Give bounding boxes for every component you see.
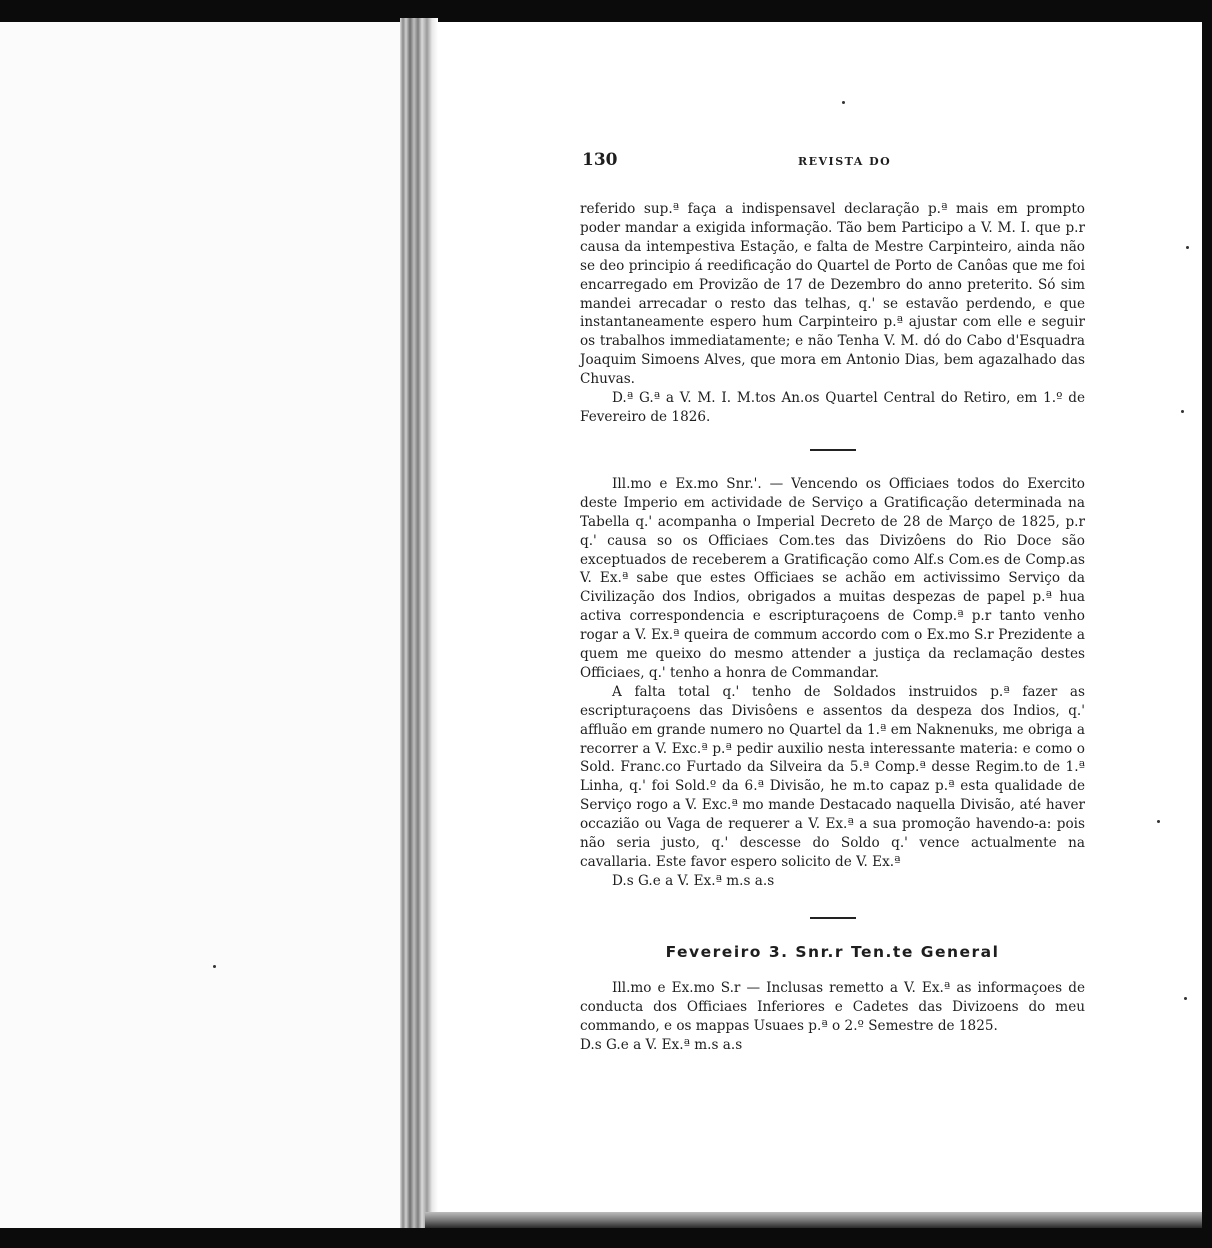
scan-border-bottom xyxy=(0,1228,1212,1248)
scan-speck xyxy=(1184,997,1187,1000)
book-gutter xyxy=(400,18,438,1230)
scan-speck xyxy=(842,101,845,104)
paragraph-letter2-closing: D.s G.e a V. Ex.ª m.s a.s xyxy=(612,872,775,889)
paragraph-letter2-request: A falta total q.' tenho de Soldados instruidos p.ª fazer as escripturaçoens das Divisôens e assentos da despeza dos Indios, q.' affluão em grande numero no Quartel da 1.ª em Naknenuks, me obriga a recorrer a V. Exc.ª p.ª pedir auxilio nesta interessante materia: e como o Sold. Franc.co Furtado da Silveira da 5.ª Comp.ª desse Regim.to de 1.ª Linha, q.' foi Sold.º da 6.ª Divisão, he m.to capaz p.ª esta qualidade de Serviço rogo a V. Exc.ª mo mande Destacado naquella Divisão, até haver occazião ou Vaga de requerer a V. Ex.ª a sua promoção havendo-a: pois não seria justo, q.' descesse do Soldo q.' vence actualmente na cavallaria. Este favor espero solicito de V. Ex.ª xyxy=(580,683,1085,870)
paragraph-letter3-closing: D.s G.e a V. Ex.ª m.s a.s xyxy=(580,1036,743,1053)
paragraph-letter1-body: referido sup.ª faça a indispensavel declaração p.ª mais em prompto poder mandar a exigida informação. Tão bem Participo a V. M. I. que p.r causa da intempestiva Estação, e falta de Mestre Carpinteiro, ainda não se deo principio á reedificação do Quartel de Porto de Canôas que me foi encarregado em Provizão de 17 de Dezembro do anno preterito. Só sim mandei arrecadar o resto das telhas, q.' se estavão perdendo, e que instantaneamente espero hum Carpinteiro p.ª ajustar com elle e seguir os trabalhos immediatamente; e não Tenha V. M. dó do Cabo d'Esquadra Joaquim Simoens Alves, que mora em Antonio Dias, bem agazalhado das Chuvas. xyxy=(580,201,1085,388)
paragraph-letter2-body: Ill.mo e Ex.mo Snr.'. — Vencendo os Officiaes todos do Exercito deste Imperio em actividade de Serviço a Gratificação determinada na Tabella q.' acompanha o Imperial Decreto de 28 de Março de 1825, p.r q.' causa so os Officiaes Com.tes das Divizôens do Rio Doce são exceptuados de receberem a Gratificação como Alf.s Com.es de Comp.as V. Ex.ª sabe que estes Officiaes se achão em activissimo Serviço da Civilização dos Indios, obrigados a muitas despezas de papel p.ª hua activa correspondencia e escripturaçoens de Comp.ª p.r tanto venho rogar a V. Ex.ª queira de commum accordo com o Ex.mo S.r Prezidente a quem me queixo do mesmo attender a justiça da reclamação destes Officiaes, q.' tenho a honra de Commandar. xyxy=(580,475,1085,681)
facing-page-blank xyxy=(0,22,404,1228)
scan-speck xyxy=(1157,820,1160,823)
page-bottom-edge xyxy=(425,1212,1205,1228)
scan-speck xyxy=(213,965,216,968)
scan-border-top xyxy=(0,0,1212,22)
page-number: 130 xyxy=(582,150,618,170)
paragraph-letter1-closing: D.ª G.ª a V. M. I. M.tos An.os Quartel Central do Retiro, em 1.º de Fevereiro de 1826. xyxy=(580,390,1085,425)
running-header xyxy=(580,150,1085,178)
section-heading: Fevereiro 3. Snr.r Ten.te General xyxy=(665,942,1000,961)
running-title: REVISTA DO xyxy=(798,155,892,168)
section-divider xyxy=(810,917,856,919)
scan-speck xyxy=(1186,246,1189,249)
scan-border-right xyxy=(1202,0,1212,1248)
section-divider xyxy=(810,449,856,451)
scan-speck xyxy=(1181,410,1184,413)
paragraph-letter3-body: Ill.mo e Ex.mo S.r — Inclusas remetto a V. Ex.ª as informaçoes de conducta dos Officiaes Inferiores e Cadetes das Divizoens do meu commando, e os mappas Usuaes p.ª o 2.º Semestre de 1825. xyxy=(580,979,1085,1034)
document-page xyxy=(580,150,1085,1080)
